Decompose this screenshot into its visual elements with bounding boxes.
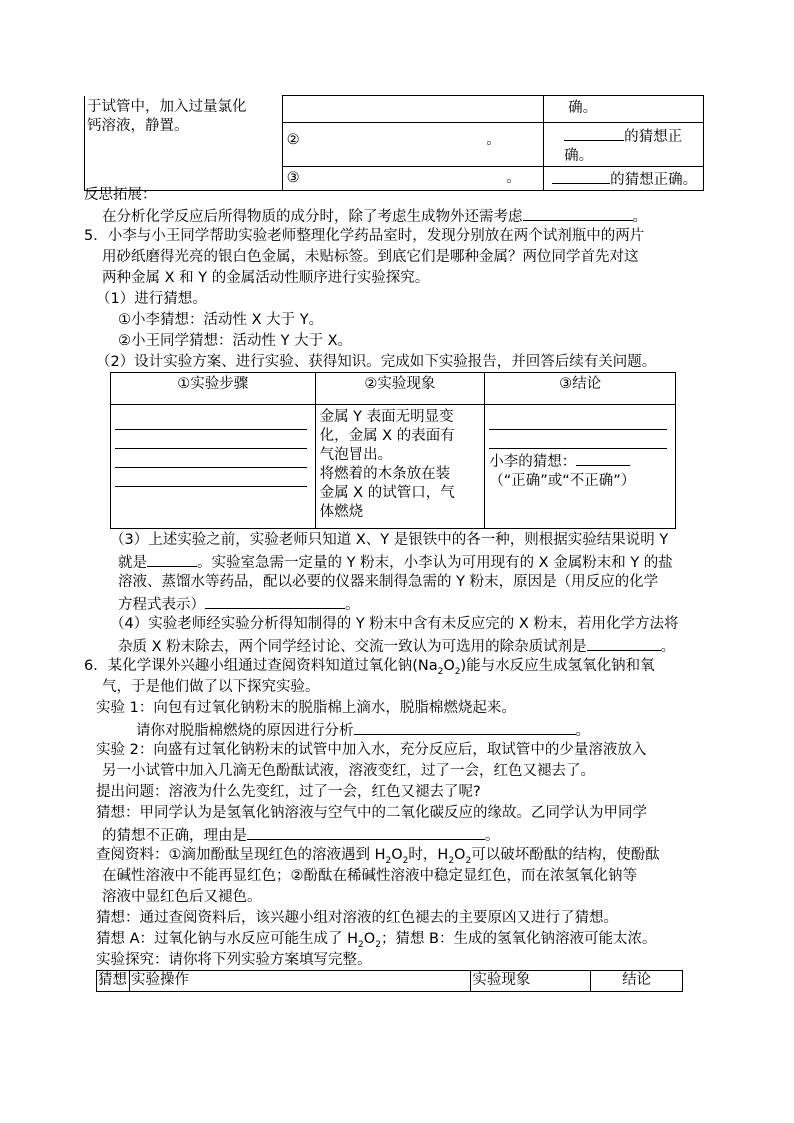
q6-reference-2: 在碱性溶液中不能再显红色；②酚酞在稀碱性溶液中稳定显红色，而在浓氢氧化钠等 xyxy=(102,868,637,884)
r3-blank[interactable] xyxy=(552,169,610,184)
r2-right-b: 确。 xyxy=(564,148,594,164)
top-table-r1-right xyxy=(544,96,704,123)
guessA-sub-a: 2 xyxy=(358,939,364,950)
combustion-reason-blank[interactable] xyxy=(354,720,576,735)
s3b-pre: 就是 xyxy=(118,555,147,571)
q6-reference-3: 溶液中显红色后又褪色。 xyxy=(102,889,262,905)
r2-end: 。 xyxy=(486,132,501,148)
q6-p1-post: )能与水反应生成氢氧化钠和氧 xyxy=(460,658,655,674)
top-result-table xyxy=(84,95,704,191)
q5-step-4a: （4）实验老师经实验分析得知制得的 Y 粉末中含有未反应完的 X 粉末，若用化学方法将 xyxy=(110,616,679,632)
s3d-text: 方程式表示） xyxy=(118,597,205,613)
q6-explore: 实验探究：请你将下列实验方案填写完整。 xyxy=(96,952,372,968)
step-blank-1[interactable] xyxy=(115,411,307,430)
ref1-mid2: 时，H xyxy=(408,847,449,863)
exp1b-end: 。 xyxy=(575,723,590,739)
q5-step-3a: （3）上述实验之前，实验老师只知道 X、Y 是银铁中的各一种，则根据实验结果说明 Y xyxy=(110,532,669,548)
guessA-pre: 猜想 A：过氧化钠与水反应可能生成了 H xyxy=(96,931,359,947)
ref1-pre: 查阅资料：①滴加酚酞呈现红色的溶液遇到 H xyxy=(96,847,386,863)
q6-p1-sub2: 2 xyxy=(454,666,461,677)
q5-para-1: 5．小李与小王同学帮助实验老师整理化学药品室时，发现分别放在两个试剂瓶中的两片 xyxy=(84,228,645,244)
ref1-mid3: O xyxy=(454,847,466,863)
q5-guess-b: ②小王同学猜想：活动性 Y 大于 X。 xyxy=(118,333,353,349)
reflection-end: 。 xyxy=(632,209,647,225)
q5-para-2: 用砂纸磨得光亮的银白色金属，未贴标签。到底它们是哪种金属？两位同学首先对这 xyxy=(102,249,639,265)
reason-blank[interactable] xyxy=(247,825,485,840)
reflection-heading: 反思拓展： xyxy=(84,187,157,203)
guess2-end: 。 xyxy=(485,828,500,844)
q5-para-3: 两种金属 X 和 Y 的金属活动性顺序进行实验探究。 xyxy=(102,270,430,286)
obs-line-5: 金属 X 的试管口，气 xyxy=(319,485,455,501)
q6-header-operation: 实验操作 xyxy=(129,971,470,992)
exp1b-text: 请你对脱脂棉燃烧的原因进行分析 xyxy=(136,723,354,739)
q5-header-observation: ②实验现象 xyxy=(315,373,485,405)
reagent-blank[interactable] xyxy=(587,636,661,651)
obs-line-3: 气泡冒出。 xyxy=(319,447,393,463)
q5-report-table xyxy=(110,372,676,529)
s4b-end: 。 xyxy=(660,639,676,655)
q6-guess-1: 猜想：甲同学认为是氢氧化钠溶液与空气中的二氧化碳反应的缘故。乙同学认为甲同学 xyxy=(96,805,647,821)
q5-step-2: （2）设计实验方案、进行实验、获得知识。完成如下实验报告，并回答后续有关问题。 xyxy=(96,354,657,370)
obs-line-6: 体燃烧 xyxy=(319,504,364,520)
top-table-r2-right[interactable] xyxy=(544,123,704,167)
q6-header-phenomenon: 实验现象 xyxy=(471,971,591,992)
q5-step-3c: 溶液、蒸馏水等药品，配以必要的仪器来制得急需的 Y 粉末，原因是（用反应的化学 xyxy=(118,574,659,590)
step-text-line-1: 于试管中，加入过量氯化 xyxy=(87,98,247,115)
obs-line-4: 将燃着的木条放在装 xyxy=(319,466,451,482)
reflection-blank[interactable] xyxy=(523,206,633,221)
top-table-r3-right[interactable] xyxy=(544,167,704,191)
r3-marker: ③ xyxy=(286,170,300,186)
equation-blank[interactable] xyxy=(205,594,345,609)
q6-experiment-2a: 实验 2：向盛有过氧化钠粉末的试管中加入水，充分反应后，取试管中的少量溶液放入 xyxy=(96,742,647,758)
obs-line-2: 化，金属 X 的表面有 xyxy=(319,428,455,444)
q5-conclusion-cell[interactable] xyxy=(485,405,676,529)
conclusion-guess-label: 小李的猜想： xyxy=(489,454,577,470)
q5-header-conclusion: ③结论 xyxy=(485,373,676,405)
q6-p1-sub1: 2 xyxy=(437,666,444,677)
r2-blank[interactable] xyxy=(564,126,624,141)
r2-marker: ② xyxy=(286,132,300,148)
top-table-r3-mid[interactable] xyxy=(282,167,543,191)
q5-observation-cell xyxy=(315,405,485,529)
q6-experiment-1: 实验 1：向包有过氧化钠粉末的脱脂棉上滴水，脱脂棉燃烧起来。 xyxy=(96,700,516,716)
top-table-step-cell xyxy=(85,96,283,191)
top-table-r1-mid[interactable] xyxy=(282,96,543,123)
guess2-text: 的猜想不正确，理由是 xyxy=(102,828,247,844)
q5-guess-a: ①小李猜想：活动性 X 大于 Y。 xyxy=(118,312,324,328)
q6-guess-3: 猜想：通过查阅资料后，该兴趣小组对溶液的红色褪去的主要原凶又进行了猜想。 xyxy=(96,910,618,926)
q6-header-conclusion: 结论 xyxy=(591,971,683,992)
q6-experiment-2b: 另一小试管中加入几滴无色酚酞试液，溶液变红，过了一会，红色又褪去了。 xyxy=(102,763,595,779)
q6-plan-table xyxy=(96,970,683,992)
ref1-post: 可以破坏酚酞的结构，使酚酞 xyxy=(471,847,660,863)
q5-step-4b xyxy=(118,636,675,657)
r3-end: 。 xyxy=(506,170,521,186)
step-text-line-2: 钙溶液，静置。 xyxy=(87,117,189,134)
obs-line-1: 金属 Y 表面无明显变 xyxy=(319,409,454,425)
q5-step-3b xyxy=(118,552,673,573)
top-table-r2-mid[interactable] xyxy=(282,123,543,167)
s4b-text: 杂质 X 粉末除去，两个同学经讨论、交流一致认为可选用的除杂质试剂是 xyxy=(118,639,587,655)
s3d-end: 。 xyxy=(345,597,360,613)
ref1-sub-a: 2 xyxy=(385,855,392,866)
r3-right-text: 的猜想正确。 xyxy=(610,172,698,188)
ref1-mid: O xyxy=(391,847,403,863)
s3b-post: 。实验室急需一定量的 Y 粉末，小李认为可用现有的 X 金属粉末和 Y 的盐 xyxy=(197,555,673,571)
ref1-sub-c: 2 xyxy=(448,855,455,866)
q6-guess-2 xyxy=(102,825,500,846)
step-blank-4[interactable] xyxy=(115,468,307,487)
q5-header-step: ①实验步骤 xyxy=(111,373,316,405)
q6-experiment-1b xyxy=(136,720,590,741)
ref1-sub-d: 2 xyxy=(465,855,472,866)
conclusion-blank-1[interactable] xyxy=(489,411,667,430)
q6-para-2: 气，于是他们做了以下探究实验。 xyxy=(102,679,320,695)
q6-header-guess: 猜想 xyxy=(97,971,130,992)
q6-p1-pre: 6．某化学课外兴趣小组通过查阅资料知道过氧化钠(Na xyxy=(84,658,438,674)
conclusion-blank-2[interactable] xyxy=(489,430,667,449)
conclusion-guess-blank[interactable] xyxy=(576,451,630,466)
r1-right-text: 确。 xyxy=(568,100,598,116)
ref1-sub-b: 2 xyxy=(402,855,409,866)
step-blank-3[interactable] xyxy=(115,449,307,468)
conclusion-hint: （“正确”或“不正确”） xyxy=(489,473,636,489)
reflection-sentence: 在分析化学反应后所得物质的成分时，除了考虑生成物外还需考虑 xyxy=(102,209,523,225)
q5-step-1: （1）进行猜想。 xyxy=(96,291,207,307)
guessA-post: ；猜想 B：生成的氢氧化钠溶液可能太浓。 xyxy=(380,931,657,947)
guessA-sub-b: 2 xyxy=(375,939,381,950)
r2-right-a: 的猜想正 xyxy=(624,129,683,145)
y-metal-blank[interactable] xyxy=(147,552,197,567)
q6-question: 提出问题：溶液为什么先变红，过了一会，红色又褪去了呢? xyxy=(96,784,481,800)
q5-step-cell[interactable] xyxy=(111,405,316,529)
reflection-text xyxy=(102,206,647,227)
q6-p1-mid: O xyxy=(443,658,455,674)
guessA-mid: O xyxy=(363,931,376,947)
step-blank-2[interactable] xyxy=(115,430,307,449)
q5-step-3d xyxy=(118,594,360,615)
